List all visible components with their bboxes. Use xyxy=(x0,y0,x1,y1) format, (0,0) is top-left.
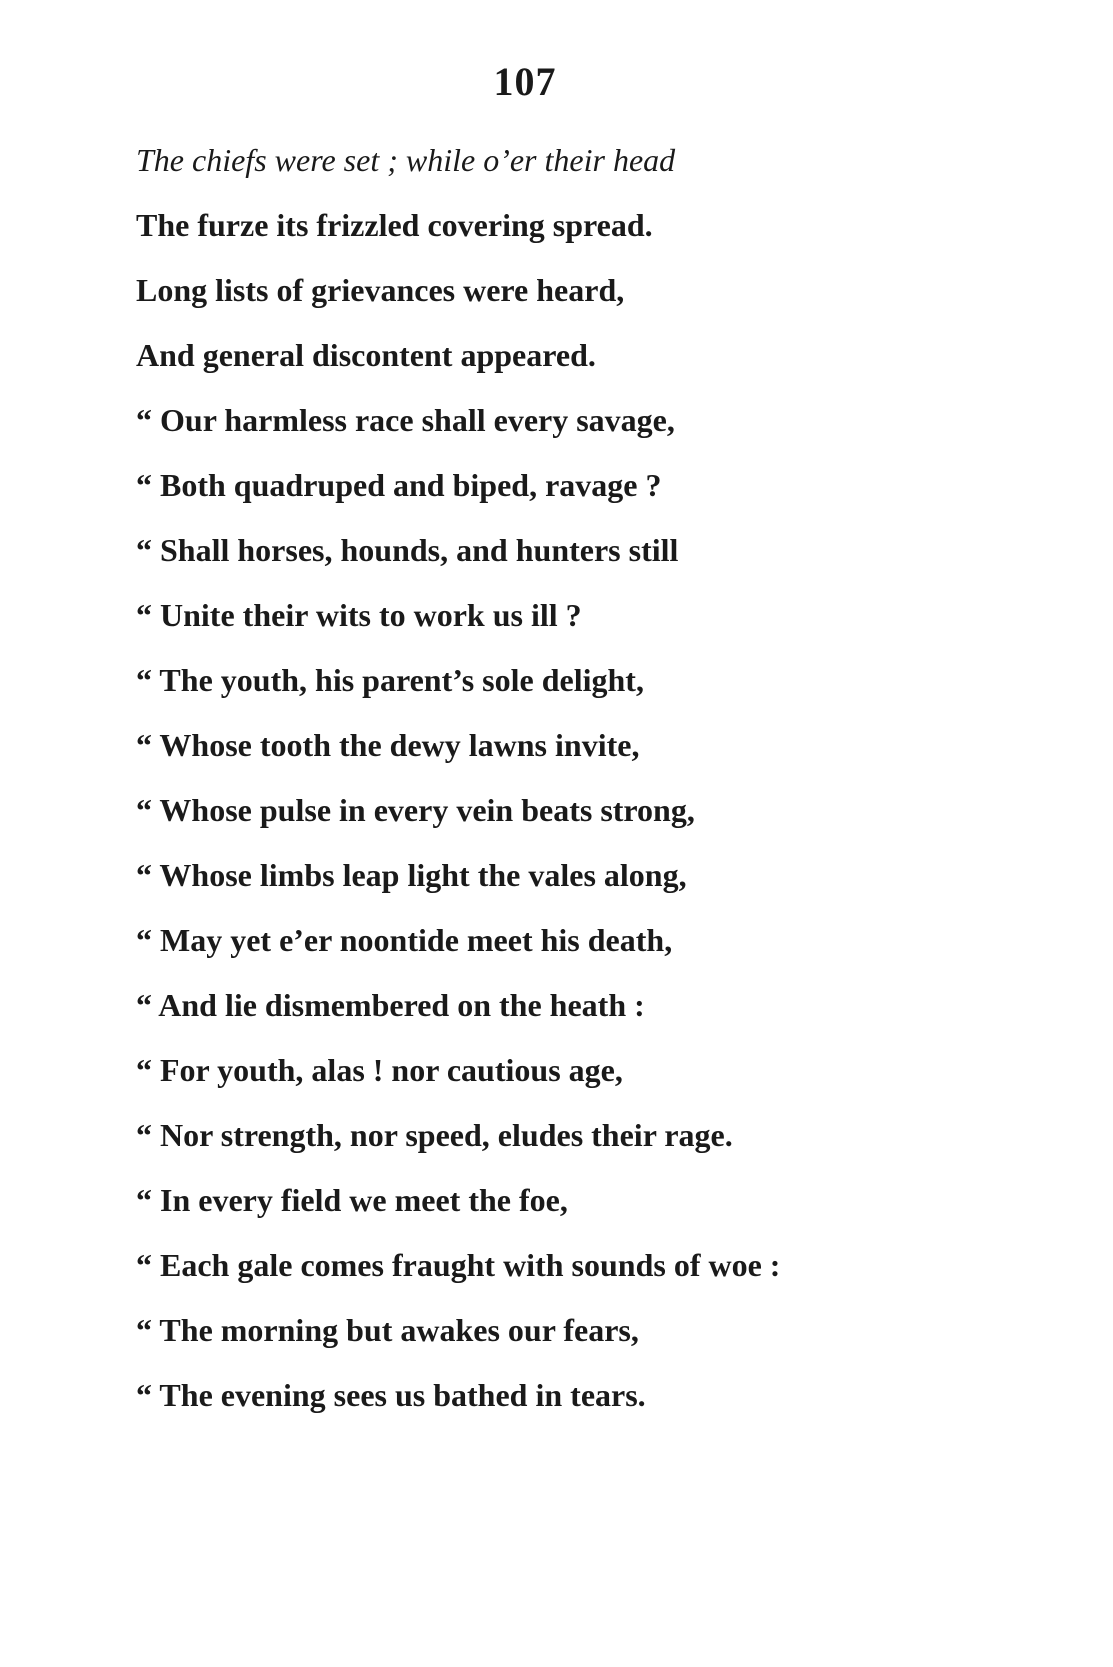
poem-stanza xyxy=(136,140,780,1440)
poem-line: “ Each gale comes fraught with sounds of woe : xyxy=(136,1247,781,1283)
poem-line: “ Unite their wits to work us ill ? xyxy=(136,597,582,633)
poem-line: “ The evening sees us bathed in tears. xyxy=(136,1377,646,1413)
poem-line: “ The youth, his parent’s sole delight, xyxy=(136,662,644,698)
poem-line: “ For youth, alas ! nor cautious age, xyxy=(136,1052,623,1088)
poem-line: “ Our harmless race shall every savage, xyxy=(136,402,675,438)
poem-line: The furze its frizzled covering spread. xyxy=(136,207,653,243)
poem-line: “ Whose tooth the dewy lawns invite, xyxy=(136,727,640,763)
poem-line: “ Both quadruped and biped, ravage ? xyxy=(136,467,662,503)
poem-line: “ Whose limbs leap light the vales along, xyxy=(136,857,687,893)
poem-line: Long lists of grievances were heard, xyxy=(136,272,625,308)
poem-line: “ In every field we meet the foe, xyxy=(136,1182,568,1218)
page-number: 107 xyxy=(493,59,557,104)
poem-line: And general discontent appeared. xyxy=(136,337,596,373)
poem-line: “ And lie dismembered on the heath : xyxy=(136,987,645,1023)
poem-line: “ The morning but awakes our fears, xyxy=(136,1312,639,1348)
poem-line: The chiefs were set ; while o’er their head xyxy=(136,142,676,178)
poem-line: “ Whose pulse in every vein beats strong, xyxy=(136,792,695,828)
poem-line: “ May yet e’er noontide meet his death, xyxy=(136,922,673,958)
poem-line: “ Nor strength, nor speed, eludes their rage. xyxy=(136,1117,733,1153)
poem-line: “ Shall horses, hounds, and hunters still xyxy=(136,532,679,568)
